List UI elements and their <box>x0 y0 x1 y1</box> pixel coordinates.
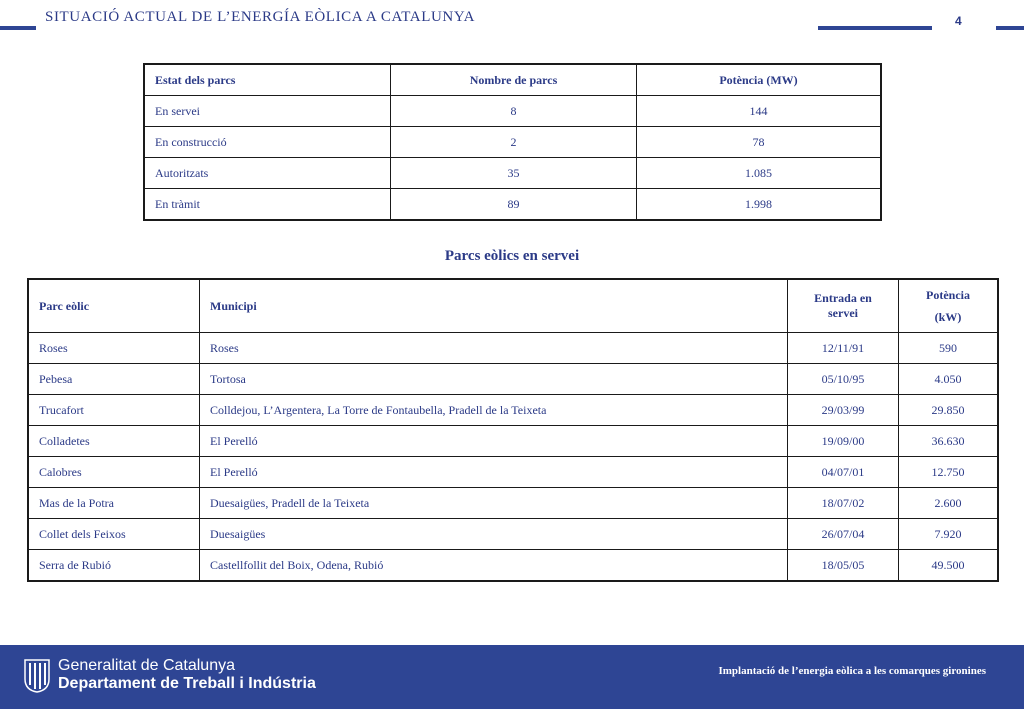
municipality-cell: Roses <box>200 333 788 364</box>
power-cell: 29.850 <box>899 395 999 426</box>
date-cell: 04/07/01 <box>788 457 899 488</box>
date-cell: 19/09/00 <box>788 426 899 457</box>
park-cell: Pebesa <box>28 364 200 395</box>
table-header-row <box>28 279 998 333</box>
column-header-municipality: Municipi <box>200 279 788 333</box>
power-cell: 36.630 <box>899 426 999 457</box>
department-name: Departament de Treball i Indústria <box>58 675 316 692</box>
power-cell: 4.050 <box>899 364 999 395</box>
organization-name: Generalitat de Catalunya <box>58 657 235 674</box>
power-cell: 12.750 <box>899 457 999 488</box>
power-cell: 144 <box>637 96 882 127</box>
municipality-cell: Colldejou, L’Argentera, La Torre de Fontaubella, Pradell de la Teixeta <box>200 395 788 426</box>
table-row <box>144 189 881 221</box>
date-cell: 26/07/04 <box>788 519 899 550</box>
table-row <box>28 457 998 488</box>
table-row <box>144 127 881 158</box>
count-cell: 2 <box>391 127 637 158</box>
table-row <box>144 158 881 189</box>
table-row <box>28 550 998 582</box>
power-cell: 1.998 <box>637 189 882 221</box>
table-row <box>28 333 998 364</box>
park-cell: Collet dels Feixos <box>28 519 200 550</box>
count-cell: 89 <box>391 189 637 221</box>
table-row <box>28 364 998 395</box>
table-header-row <box>144 64 881 96</box>
date-cell: 05/10/95 <box>788 364 899 395</box>
page-number: 4 <box>955 14 962 28</box>
header-bar-left <box>0 26 36 30</box>
header-title: SITUACIÓ ACTUAL DE L’ENERGÍA EÒLICA A CATALUNYA <box>45 9 476 25</box>
table-row <box>28 519 998 550</box>
power-cell: 1.085 <box>637 158 882 189</box>
power-header-label: Potència <box>926 288 970 302</box>
date-cell: 29/03/99 <box>788 395 899 426</box>
power-header-unit: (kW) <box>934 310 962 324</box>
power-cell: 7.920 <box>899 519 999 550</box>
municipality-cell: Castellfollit del Boix, Odena, Rubió <box>200 550 788 582</box>
table-row <box>28 488 998 519</box>
column-header-power <box>899 279 999 333</box>
section-title: Parcs eòlics en servei <box>444 248 580 264</box>
count-cell: 35 <box>391 158 637 189</box>
municipality-cell: Duesaigües, Pradell de la Teixeta <box>200 488 788 519</box>
table-row <box>28 395 998 426</box>
column-header-start-date: Entrada en servei <box>788 279 899 333</box>
table-row <box>28 426 998 457</box>
park-cell: Roses <box>28 333 200 364</box>
park-cell: Calobres <box>28 457 200 488</box>
parks-status-table <box>143 63 882 221</box>
municipality-cell: El Perelló <box>200 457 788 488</box>
status-cell: En servei <box>144 96 391 127</box>
column-header-power: Potència (MW) <box>637 64 882 96</box>
municipality-cell: Duesaigües <box>200 519 788 550</box>
table-row <box>144 96 881 127</box>
column-header-count: Nombre de parcs <box>391 64 637 96</box>
park-cell: Colladetes <box>28 426 200 457</box>
footer-note: Implantació de l’energia eòlica a les comarques gironines <box>718 665 986 677</box>
park-cell: Serra de Rubió <box>28 550 200 582</box>
power-cell: 49.500 <box>899 550 999 582</box>
count-cell: 8 <box>391 96 637 127</box>
status-cell: En construcció <box>144 127 391 158</box>
status-cell: Autoritzats <box>144 158 391 189</box>
column-header-status: Estat dels parcs <box>144 64 391 96</box>
power-cell: 590 <box>899 333 999 364</box>
status-cell: En tràmit <box>144 189 391 221</box>
date-cell: 12/11/91 <box>788 333 899 364</box>
park-cell: Mas de la Potra <box>28 488 200 519</box>
header-bar-middle <box>818 26 932 30</box>
date-cell: 18/05/05 <box>788 550 899 582</box>
park-cell: Trucafort <box>28 395 200 426</box>
catalan-flag-emblem-icon <box>24 659 50 693</box>
wind-parks-table <box>27 278 999 582</box>
municipality-cell: Tortosa <box>200 364 788 395</box>
header-bar-right <box>996 26 1024 30</box>
power-cell: 2.600 <box>899 488 999 519</box>
footer-bar <box>0 645 1024 709</box>
date-cell: 18/07/02 <box>788 488 899 519</box>
municipality-cell: El Perelló <box>200 426 788 457</box>
column-header-park: Parc eòlic <box>28 279 200 333</box>
power-cell: 78 <box>637 127 882 158</box>
